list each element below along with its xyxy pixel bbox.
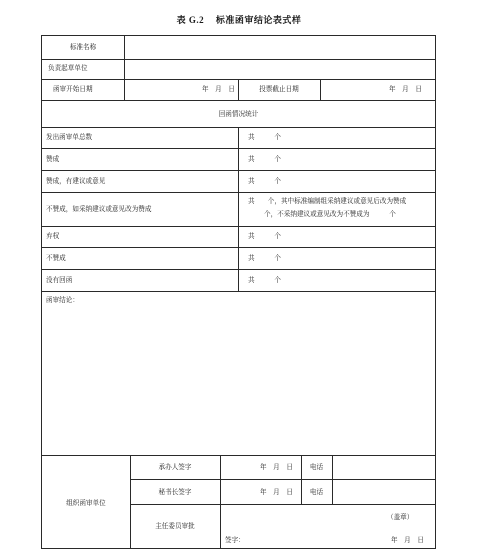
stat-value-abstain: 共 个 [248,232,281,240]
stat-label-total-sent: 发出函审单总数 [46,133,93,141]
stat-label-abstain: 弃权 [46,232,60,240]
col-divider [220,504,221,549]
col-divider [238,127,239,291]
secretary-sign-label: 秘书长签字 [158,488,192,496]
row-divider [130,504,435,505]
seal-label: （盖章） [387,513,414,521]
row-divider [42,291,435,292]
col-divider [320,79,321,101]
director-date: 年 月 日 [391,536,424,544]
responsible-unit-label: 负责起草单位 [48,64,88,72]
director-approval-label: 主任委员审批 [155,522,195,530]
secretary-date: 年 月 日 [260,488,293,496]
org-unit-label: 组织函审单位 [66,499,106,507]
stat-label-approve: 赞成 [46,155,60,163]
conclusion-label: 函审结论： [46,296,79,304]
stat-label-disapprove: 不赞成 [46,254,66,262]
col-divider [220,455,221,505]
secretary-phone-label: 电话 [309,488,324,496]
stat-value-disapprove: 共 个 [248,254,281,262]
row-divider [42,455,435,456]
deadline-value: 年 月 日 [389,85,422,93]
stat-label-disapprove-conditional: 不赞成，如采纳建议或意见改为赞成 [46,205,152,213]
stat-value-approve: 共 个 [248,155,281,163]
col-divider [124,79,125,101]
row-divider [130,479,435,480]
conclusion-form-table [41,35,436,549]
stat-label-approve-with-comments: 赞成，有建议或意见 [46,177,106,185]
stat-value-approve-with-comments: 共 个 [248,177,281,185]
row-divider [42,59,435,60]
col-divider [301,455,302,505]
deadline-label: 投票截止日期 [259,85,299,93]
table-title-text: 标准函审结论表式样 [215,16,302,26]
stat-label-no-reply: 没有回函 [46,276,73,284]
start-date-value: 年 月 日 [202,85,235,93]
stats-section-title: 回函情况统计 [218,110,259,118]
handler-phone-label: 电话 [309,463,324,471]
start-date-label: 函审开始日期 [53,85,93,93]
stat-value-disapprove-conditional-line2: 个，不采纳建议或意见改为不赞成为 个 [264,210,396,218]
col-divider [332,455,333,505]
table-title [0,13,478,26]
stat-value-total-sent: 共 个 [248,133,281,141]
director-sign-label: 签字： [225,536,245,544]
table-number: 表 G.2 [176,15,205,25]
col-divider [124,36,125,80]
handler-sign-label: 承办人签字 [158,463,192,471]
handler-date: 年 月 日 [260,463,293,471]
stat-value-disapprove-conditional-line1: 共 个，其中标准编制组采纳建议或意见后改为赞成 [248,197,407,205]
standard-name-label: 标准名称 [69,43,97,51]
stat-value-no-reply: 共 个 [248,276,281,284]
